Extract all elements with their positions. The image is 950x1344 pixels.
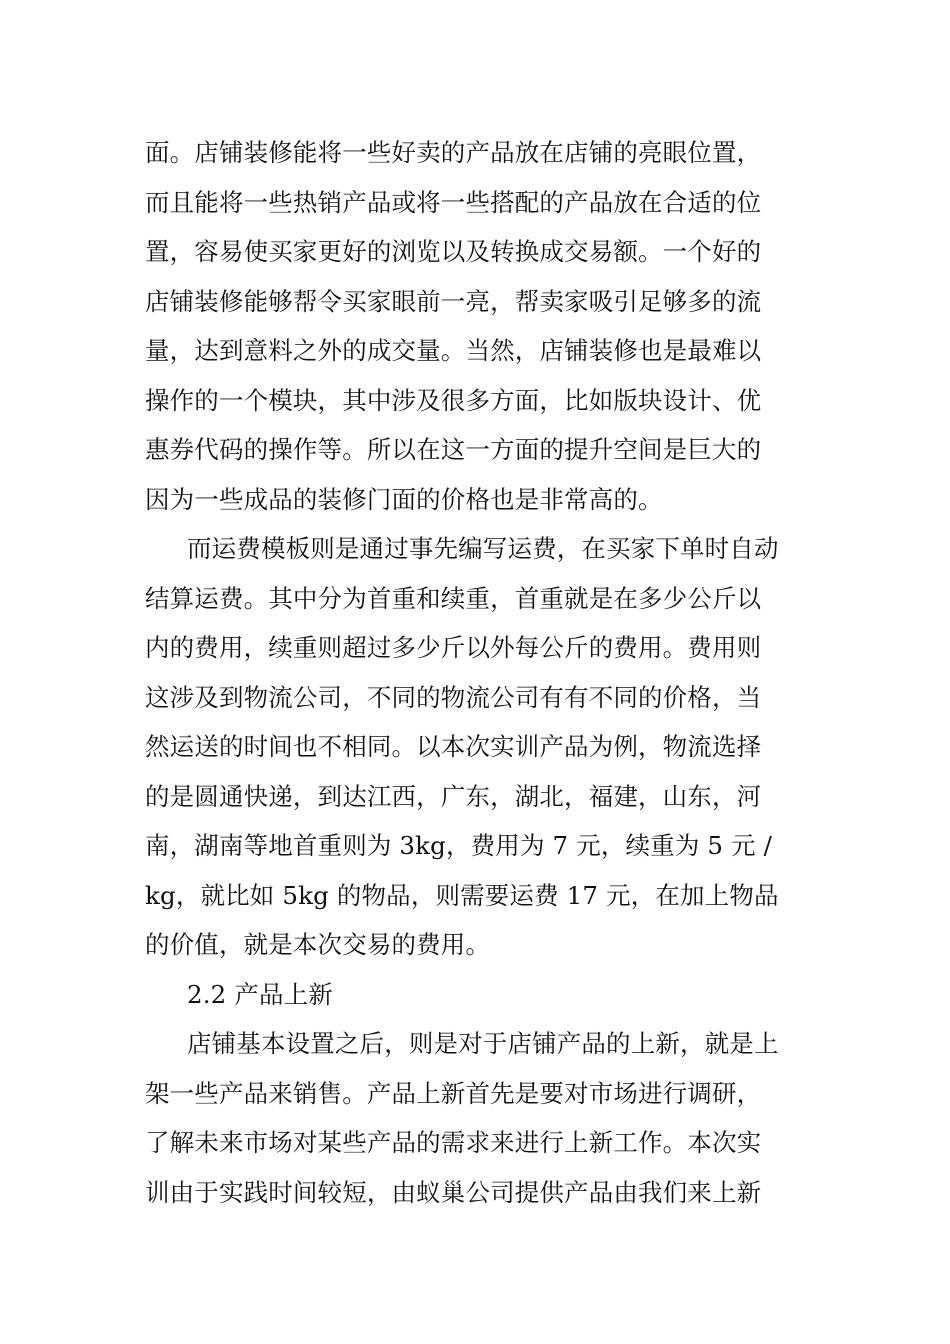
section-heading [145, 970, 810, 1020]
text-line: 因为一些成品的装修门面的价格也是非常高的。 [145, 484, 663, 514]
section-heading-text: 2.2 产品上新 [187, 979, 333, 1009]
text-line: 的是圆通快递，到达江西，广东，湖北，福建，山东，河 [145, 781, 762, 811]
text-line: 南，湖南等地首重则为 3kg，费用为 7 元，续重为 5 元 / [145, 831, 773, 860]
paragraph-product-listing [145, 1019, 810, 1217]
text-line: 训由于实践时间较短，由蚁巢公司提供产品由我们来上新 [145, 1177, 762, 1207]
text-line: 了解未来市场对某些产品的需求来进行上新工作。本次实 [145, 1128, 762, 1157]
text-line: 内的费用，续重则超过多少斤以外每公斤的费用。费用则 [145, 633, 762, 662]
paragraph-shipping-template [145, 524, 810, 970]
text-line: 店铺基本设置之后，则是对于店铺产品的上新，就是上 [187, 1029, 779, 1058]
paragraph-shop-decoration [145, 128, 810, 524]
text-line: 置，容易使买家更好的浏览以及转换成交易额。一个好的 [145, 237, 762, 266]
text-line: 量，达到意料之外的成交量。当然，店铺装修也是最难以 [145, 336, 762, 365]
text-line: 惠券代码的操作等。所以在这一方面的提升空间是巨大的 [145, 435, 762, 464]
text-line: 结算运费。其中分为首重和续重，首重就是在多少公斤以 [145, 583, 762, 613]
text-line: 而且能将一些热销产品或将一些搭配的产品放在合适的位 [145, 187, 762, 217]
text-line: 的价值，就是本次交易的费用。 [145, 930, 491, 959]
text-line: 然运送的时间也不相同。以本次实训产品为例，物流选择 [145, 732, 762, 761]
document-body [145, 128, 810, 1217]
text-line: 这涉及到物流公司，不同的物流公司有有不同的价格，当 [145, 682, 762, 712]
text-line: 店铺装修能够帮令买家眼前一亮，帮卖家吸引足够多的流 [145, 286, 762, 316]
text-line: 架一些产品来销售。产品上新首先是要对市场进行调研， [145, 1078, 762, 1108]
text-line: 而运费模板则是通过事先编写运费，在买家下单时自动 [187, 534, 779, 563]
text-line: kg，就比如 5kg 的物品，则需要运费 17 元，在加上物品 [145, 880, 779, 910]
text-line: 操作的一个模块，其中涉及很多方面，比如版块设计、优 [145, 385, 762, 415]
text-line: 面。店铺装修能将一些好卖的产品放在店铺的亮眼位置， [145, 138, 762, 167]
